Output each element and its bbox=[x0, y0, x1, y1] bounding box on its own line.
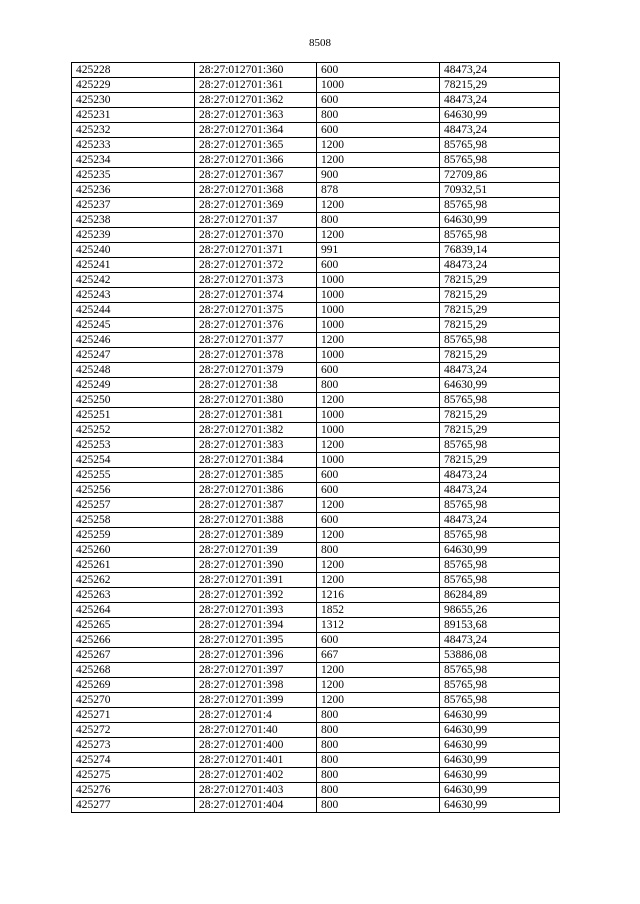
area-cell: 1000 bbox=[317, 288, 440, 303]
value-cell: 78215,29 bbox=[440, 318, 560, 333]
table-row bbox=[72, 318, 560, 333]
area-cell: 878 bbox=[317, 183, 440, 198]
record-number-cell: 425269 bbox=[72, 678, 195, 693]
record-number-cell: 425259 bbox=[72, 528, 195, 543]
cadastral-number-cell: 28:27:012701:386 bbox=[195, 483, 317, 498]
record-number-cell: 425235 bbox=[72, 168, 195, 183]
cadastral-number-cell: 28:27:012701:372 bbox=[195, 258, 317, 273]
table-row bbox=[72, 378, 560, 393]
table-row bbox=[72, 123, 560, 138]
cadastral-number-cell: 28:27:012701:389 bbox=[195, 528, 317, 543]
record-number-cell: 425267 bbox=[72, 648, 195, 663]
record-number-cell: 425266 bbox=[72, 633, 195, 648]
cadastral-number-cell: 28:27:012701:370 bbox=[195, 228, 317, 243]
table-row bbox=[72, 633, 560, 648]
record-number-cell: 425276 bbox=[72, 783, 195, 798]
record-number-cell: 425248 bbox=[72, 363, 195, 378]
record-number-cell: 425244 bbox=[72, 303, 195, 318]
cadastral-number-cell: 28:27:012701:380 bbox=[195, 393, 317, 408]
record-number-cell: 425268 bbox=[72, 663, 195, 678]
record-number-cell: 425230 bbox=[72, 93, 195, 108]
cadastral-number-cell: 28:27:012701:39 bbox=[195, 543, 317, 558]
table-row bbox=[72, 138, 560, 153]
table-row bbox=[72, 393, 560, 408]
record-number-cell: 425247 bbox=[72, 348, 195, 363]
cadastral-number-cell: 28:27:012701:394 bbox=[195, 618, 317, 633]
cadastral-number-cell: 28:27:012701:40 bbox=[195, 723, 317, 738]
record-number-cell: 425240 bbox=[72, 243, 195, 258]
record-number-cell: 425232 bbox=[72, 123, 195, 138]
table-row bbox=[72, 303, 560, 318]
value-cell: 85765,98 bbox=[440, 678, 560, 693]
area-cell: 1200 bbox=[317, 393, 440, 408]
table-row bbox=[72, 258, 560, 273]
table-row bbox=[72, 783, 560, 798]
value-cell: 85765,98 bbox=[440, 693, 560, 708]
cadastral-number-cell: 28:27:012701:360 bbox=[195, 63, 317, 78]
area-cell: 600 bbox=[317, 513, 440, 528]
table-row bbox=[72, 588, 560, 603]
table-row bbox=[72, 408, 560, 423]
cadastral-number-cell: 28:27:012701:38 bbox=[195, 378, 317, 393]
cadastral-number-cell: 28:27:012701:398 bbox=[195, 678, 317, 693]
cadastral-number-cell: 28:27:012701:366 bbox=[195, 153, 317, 168]
area-cell: 600 bbox=[317, 483, 440, 498]
table-row bbox=[72, 693, 560, 708]
area-cell: 800 bbox=[317, 738, 440, 753]
table-row bbox=[72, 438, 560, 453]
area-cell: 1000 bbox=[317, 348, 440, 363]
record-number-cell: 425249 bbox=[72, 378, 195, 393]
area-cell: 800 bbox=[317, 708, 440, 723]
cadastral-number-cell: 28:27:012701:404 bbox=[195, 798, 317, 813]
cadastral-number-cell: 28:27:012701:400 bbox=[195, 738, 317, 753]
cadastral-number-cell: 28:27:012701:388 bbox=[195, 513, 317, 528]
table-row bbox=[72, 738, 560, 753]
area-cell: 1312 bbox=[317, 618, 440, 633]
value-cell: 64630,99 bbox=[440, 108, 560, 123]
record-number-cell: 425271 bbox=[72, 708, 195, 723]
table-row bbox=[72, 723, 560, 738]
cadastral-number-cell: 28:27:012701:392 bbox=[195, 588, 317, 603]
value-cell: 48473,24 bbox=[440, 93, 560, 108]
area-cell: 667 bbox=[317, 648, 440, 663]
record-number-cell: 425252 bbox=[72, 423, 195, 438]
value-cell: 72709,86 bbox=[440, 168, 560, 183]
cadastral-number-cell: 28:27:012701:379 bbox=[195, 363, 317, 378]
area-cell: 1000 bbox=[317, 273, 440, 288]
value-cell: 78215,29 bbox=[440, 303, 560, 318]
area-cell: 1200 bbox=[317, 138, 440, 153]
record-number-cell: 425258 bbox=[72, 513, 195, 528]
value-cell: 64630,99 bbox=[440, 708, 560, 723]
value-cell: 78215,29 bbox=[440, 423, 560, 438]
area-cell: 1200 bbox=[317, 198, 440, 213]
registry-table-body bbox=[72, 63, 560, 813]
record-number-cell: 425231 bbox=[72, 108, 195, 123]
table-row bbox=[72, 153, 560, 168]
area-cell: 600 bbox=[317, 363, 440, 378]
cadastral-number-cell: 28:27:012701:368 bbox=[195, 183, 317, 198]
record-number-cell: 425274 bbox=[72, 753, 195, 768]
record-number-cell: 425256 bbox=[72, 483, 195, 498]
value-cell: 98655,26 bbox=[440, 603, 560, 618]
value-cell: 64630,99 bbox=[440, 213, 560, 228]
cadastral-number-cell: 28:27:012701:383 bbox=[195, 438, 317, 453]
cadastral-number-cell: 28:27:012701:365 bbox=[195, 138, 317, 153]
cadastral-number-cell: 28:27:012701:396 bbox=[195, 648, 317, 663]
area-cell: 1852 bbox=[317, 603, 440, 618]
cadastral-number-cell: 28:27:012701:363 bbox=[195, 108, 317, 123]
value-cell: 85765,98 bbox=[440, 393, 560, 408]
area-cell: 1216 bbox=[317, 588, 440, 603]
value-cell: 86284,89 bbox=[440, 588, 560, 603]
table-row bbox=[72, 93, 560, 108]
area-cell: 800 bbox=[317, 783, 440, 798]
area-cell: 1000 bbox=[317, 408, 440, 423]
cadastral-number-cell: 28:27:012701:397 bbox=[195, 663, 317, 678]
value-cell: 70932,51 bbox=[440, 183, 560, 198]
table-row bbox=[72, 573, 560, 588]
cadastral-number-cell: 28:27:012701:367 bbox=[195, 168, 317, 183]
area-cell: 1200 bbox=[317, 528, 440, 543]
cadastral-number-cell: 28:27:012701:362 bbox=[195, 93, 317, 108]
value-cell: 85765,98 bbox=[440, 573, 560, 588]
cadastral-number-cell: 28:27:012701:382 bbox=[195, 423, 317, 438]
area-cell: 800 bbox=[317, 798, 440, 813]
table-row bbox=[72, 708, 560, 723]
value-cell: 78215,29 bbox=[440, 348, 560, 363]
record-number-cell: 425262 bbox=[72, 573, 195, 588]
table-row bbox=[72, 423, 560, 438]
cadastral-number-cell: 28:27:012701:399 bbox=[195, 693, 317, 708]
record-number-cell: 425260 bbox=[72, 543, 195, 558]
area-cell: 1000 bbox=[317, 453, 440, 468]
value-cell: 48473,24 bbox=[440, 363, 560, 378]
table-row bbox=[72, 273, 560, 288]
cadastral-number-cell: 28:27:012701:369 bbox=[195, 198, 317, 213]
cadastral-number-cell: 28:27:012701:385 bbox=[195, 468, 317, 483]
area-cell: 1200 bbox=[317, 438, 440, 453]
table-row bbox=[72, 363, 560, 378]
cadastral-number-cell: 28:27:012701:377 bbox=[195, 333, 317, 348]
table-row bbox=[72, 483, 560, 498]
area-cell: 900 bbox=[317, 168, 440, 183]
table-row bbox=[72, 678, 560, 693]
value-cell: 85765,98 bbox=[440, 333, 560, 348]
cadastral-number-cell: 28:27:012701:373 bbox=[195, 273, 317, 288]
cadastral-number-cell: 28:27:012701:401 bbox=[195, 753, 317, 768]
table-row bbox=[72, 243, 560, 258]
area-cell: 800 bbox=[317, 543, 440, 558]
record-number-cell: 425237 bbox=[72, 198, 195, 213]
area-cell: 1000 bbox=[317, 423, 440, 438]
area-cell: 1000 bbox=[317, 303, 440, 318]
area-cell: 800 bbox=[317, 768, 440, 783]
cadastral-number-cell: 28:27:012701:371 bbox=[195, 243, 317, 258]
area-cell: 600 bbox=[317, 633, 440, 648]
cadastral-number-cell: 28:27:012701:374 bbox=[195, 288, 317, 303]
value-cell: 64630,99 bbox=[440, 378, 560, 393]
table-row bbox=[72, 333, 560, 348]
value-cell: 48473,24 bbox=[440, 633, 560, 648]
table-row bbox=[72, 453, 560, 468]
cadastral-number-cell: 28:27:012701:361 bbox=[195, 78, 317, 93]
table-row bbox=[72, 348, 560, 363]
value-cell: 76839,14 bbox=[440, 243, 560, 258]
value-cell: 64630,99 bbox=[440, 783, 560, 798]
value-cell: 78215,29 bbox=[440, 78, 560, 93]
value-cell: 64630,99 bbox=[440, 798, 560, 813]
value-cell: 89153,68 bbox=[440, 618, 560, 633]
area-cell: 991 bbox=[317, 243, 440, 258]
record-number-cell: 425241 bbox=[72, 258, 195, 273]
table-row bbox=[72, 528, 560, 543]
area-cell: 600 bbox=[317, 63, 440, 78]
cadastral-number-cell: 28:27:012701:378 bbox=[195, 348, 317, 363]
record-number-cell: 425257 bbox=[72, 498, 195, 513]
page-number: 8508 bbox=[309, 37, 331, 49]
value-cell: 78215,29 bbox=[440, 408, 560, 423]
record-number-cell: 425263 bbox=[72, 588, 195, 603]
cadastral-number-cell: 28:27:012701:375 bbox=[195, 303, 317, 318]
area-cell: 1200 bbox=[317, 333, 440, 348]
table-row bbox=[72, 543, 560, 558]
record-number-cell: 425236 bbox=[72, 183, 195, 198]
value-cell: 78215,29 bbox=[440, 453, 560, 468]
cadastral-number-cell: 28:27:012701:402 bbox=[195, 768, 317, 783]
cadastral-number-cell: 28:27:012701:384 bbox=[195, 453, 317, 468]
value-cell: 48473,24 bbox=[440, 483, 560, 498]
record-number-cell: 425261 bbox=[72, 558, 195, 573]
value-cell: 64630,99 bbox=[440, 543, 560, 558]
area-cell: 1200 bbox=[317, 693, 440, 708]
record-number-cell: 425233 bbox=[72, 138, 195, 153]
area-cell: 600 bbox=[317, 123, 440, 138]
record-number-cell: 425273 bbox=[72, 738, 195, 753]
area-cell: 1200 bbox=[317, 153, 440, 168]
cadastral-number-cell: 28:27:012701:395 bbox=[195, 633, 317, 648]
record-number-cell: 425251 bbox=[72, 408, 195, 423]
area-cell: 800 bbox=[317, 753, 440, 768]
table-row bbox=[72, 228, 560, 243]
table-row bbox=[72, 288, 560, 303]
value-cell: 53886,08 bbox=[440, 648, 560, 663]
table-row bbox=[72, 768, 560, 783]
value-cell: 48473,24 bbox=[440, 63, 560, 78]
table-row bbox=[72, 498, 560, 513]
area-cell: 1000 bbox=[317, 78, 440, 93]
cadastral-number-cell: 28:27:012701:387 bbox=[195, 498, 317, 513]
area-cell: 600 bbox=[317, 468, 440, 483]
value-cell: 85765,98 bbox=[440, 138, 560, 153]
area-cell: 1200 bbox=[317, 498, 440, 513]
cadastral-number-cell: 28:27:012701:364 bbox=[195, 123, 317, 138]
table-row bbox=[72, 108, 560, 123]
value-cell: 85765,98 bbox=[440, 198, 560, 213]
value-cell: 78215,29 bbox=[440, 273, 560, 288]
record-number-cell: 425246 bbox=[72, 333, 195, 348]
value-cell: 64630,99 bbox=[440, 768, 560, 783]
record-number-cell: 425277 bbox=[72, 798, 195, 813]
value-cell: 85765,98 bbox=[440, 153, 560, 168]
record-number-cell: 425250 bbox=[72, 393, 195, 408]
value-cell: 64630,99 bbox=[440, 738, 560, 753]
record-number-cell: 425254 bbox=[72, 453, 195, 468]
cadastral-number-cell: 28:27:012701:4 bbox=[195, 708, 317, 723]
area-cell: 800 bbox=[317, 378, 440, 393]
area-cell: 800 bbox=[317, 213, 440, 228]
table-row bbox=[72, 63, 560, 78]
area-cell: 1200 bbox=[317, 663, 440, 678]
record-number-cell: 425264 bbox=[72, 603, 195, 618]
value-cell: 85765,98 bbox=[440, 228, 560, 243]
table-row bbox=[72, 468, 560, 483]
value-cell: 48473,24 bbox=[440, 258, 560, 273]
value-cell: 85765,98 bbox=[440, 438, 560, 453]
record-number-cell: 425243 bbox=[72, 288, 195, 303]
value-cell: 64630,99 bbox=[440, 723, 560, 738]
cadastral-number-cell: 28:27:012701:37 bbox=[195, 213, 317, 228]
area-cell: 800 bbox=[317, 723, 440, 738]
cadastral-number-cell: 28:27:012701:376 bbox=[195, 318, 317, 333]
value-cell: 48473,24 bbox=[440, 123, 560, 138]
area-cell: 1200 bbox=[317, 558, 440, 573]
value-cell: 85765,98 bbox=[440, 528, 560, 543]
area-cell: 1200 bbox=[317, 228, 440, 243]
record-number-cell: 425270 bbox=[72, 693, 195, 708]
cadastral-number-cell: 28:27:012701:390 bbox=[195, 558, 317, 573]
area-cell: 600 bbox=[317, 258, 440, 273]
cadastral-number-cell: 28:27:012701:403 bbox=[195, 783, 317, 798]
table-row bbox=[72, 603, 560, 618]
record-number-cell: 425228 bbox=[72, 63, 195, 78]
table-row bbox=[72, 213, 560, 228]
record-number-cell: 425245 bbox=[72, 318, 195, 333]
area-cell: 1200 bbox=[317, 573, 440, 588]
area-cell: 1000 bbox=[317, 318, 440, 333]
table-row bbox=[72, 168, 560, 183]
value-cell: 85765,98 bbox=[440, 663, 560, 678]
table-row bbox=[72, 78, 560, 93]
record-number-cell: 425234 bbox=[72, 153, 195, 168]
table-row bbox=[72, 648, 560, 663]
table-row bbox=[72, 663, 560, 678]
cadastral-number-cell: 28:27:012701:391 bbox=[195, 573, 317, 588]
record-number-cell: 425255 bbox=[72, 468, 195, 483]
table-row bbox=[72, 753, 560, 768]
value-cell: 85765,98 bbox=[440, 498, 560, 513]
area-cell: 800 bbox=[317, 108, 440, 123]
value-cell: 78215,29 bbox=[440, 288, 560, 303]
value-cell: 48473,24 bbox=[440, 468, 560, 483]
record-number-cell: 425265 bbox=[72, 618, 195, 633]
value-cell: 85765,98 bbox=[440, 558, 560, 573]
record-number-cell: 425242 bbox=[72, 273, 195, 288]
table-row bbox=[72, 558, 560, 573]
value-cell: 48473,24 bbox=[440, 513, 560, 528]
table-row bbox=[72, 798, 560, 813]
record-number-cell: 425238 bbox=[72, 213, 195, 228]
table-row bbox=[72, 513, 560, 528]
table-row bbox=[72, 618, 560, 633]
record-number-cell: 425272 bbox=[72, 723, 195, 738]
record-number-cell: 425275 bbox=[72, 768, 195, 783]
registry-table bbox=[71, 62, 560, 813]
cadastral-number-cell: 28:27:012701:381 bbox=[195, 408, 317, 423]
area-cell: 1200 bbox=[317, 678, 440, 693]
table-row bbox=[72, 198, 560, 213]
area-cell: 600 bbox=[317, 93, 440, 108]
cadastral-number-cell: 28:27:012701:393 bbox=[195, 603, 317, 618]
table-row bbox=[72, 183, 560, 198]
record-number-cell: 425229 bbox=[72, 78, 195, 93]
record-number-cell: 425253 bbox=[72, 438, 195, 453]
value-cell: 64630,99 bbox=[440, 753, 560, 768]
record-number-cell: 425239 bbox=[72, 228, 195, 243]
